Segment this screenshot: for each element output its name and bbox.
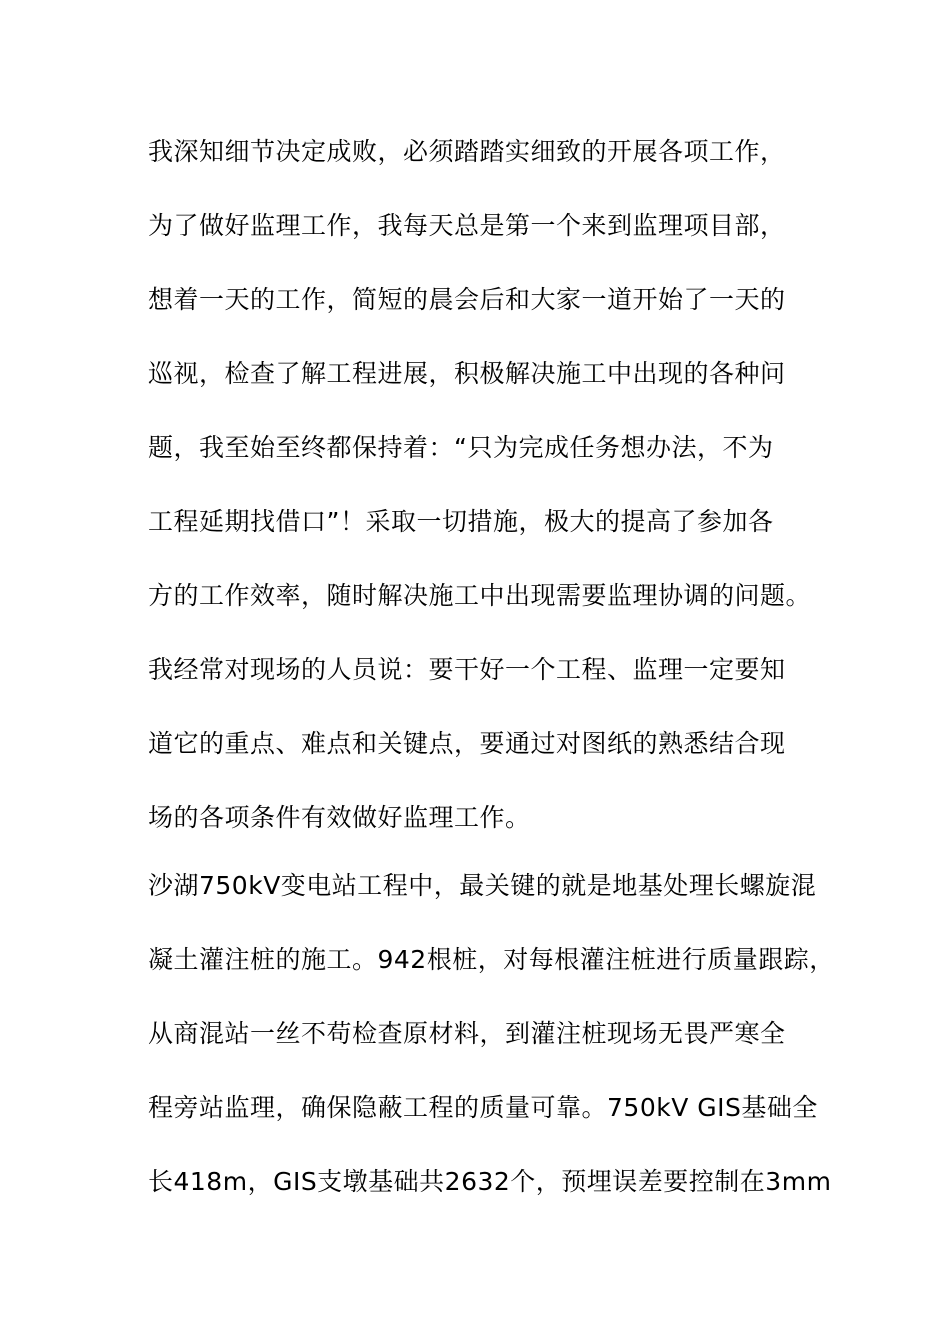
text-line: 工程延期找借口”！采取一切措施，极大的提高了参加各 — [148, 507, 774, 536]
text-line: 场的各项条件有效做好监理工作。 — [148, 803, 531, 832]
text-line: 从商混站一丝不苟检查原材料，到灌注桩现场无畏严寒全 — [148, 1019, 786, 1048]
text-line: 程旁站监理，确保隐蔽工程的质量可靠。750kV GIS基础全 — [148, 1093, 818, 1122]
text-line: 为了做好监理工作，我每天总是第一个来到监理项目部， — [148, 211, 786, 240]
text-line: 沙湖750kV变电站工程中，最关键的就是地基处理长螺旋混 — [148, 871, 817, 900]
text-line: 凝土灌注桩的施工。942根桩，对每根灌注桩进行质量跟踪， — [148, 945, 835, 974]
text-line: 方的工作效率，随时解决施工中出现需要监理协调的问题。 — [148, 581, 812, 610]
text-line: 我经常对现场的人员说：要干好一个工程、监理一定要知 — [148, 655, 786, 684]
text-line: 题，我至始至终都保持着：“只为完成任务想办法，不为 — [148, 433, 774, 462]
text-line: 巡视，检查了解工程进展，积极解决施工中出现的各种问 — [148, 359, 786, 388]
text-line: 长418m，GIS支墩基础共2632个，预埋误差要控制在3mm — [148, 1167, 832, 1196]
text-line: 想着一天的工作，简短的晨会后和大家一道开始了一天的 — [148, 285, 786, 314]
text-line: 道它的重点、难点和关键点，要通过对图纸的熟悉结合现 — [148, 729, 786, 758]
text-line: 我深知细节决定成败，必须踏踏实细致的开展各项工作， — [148, 137, 786, 166]
